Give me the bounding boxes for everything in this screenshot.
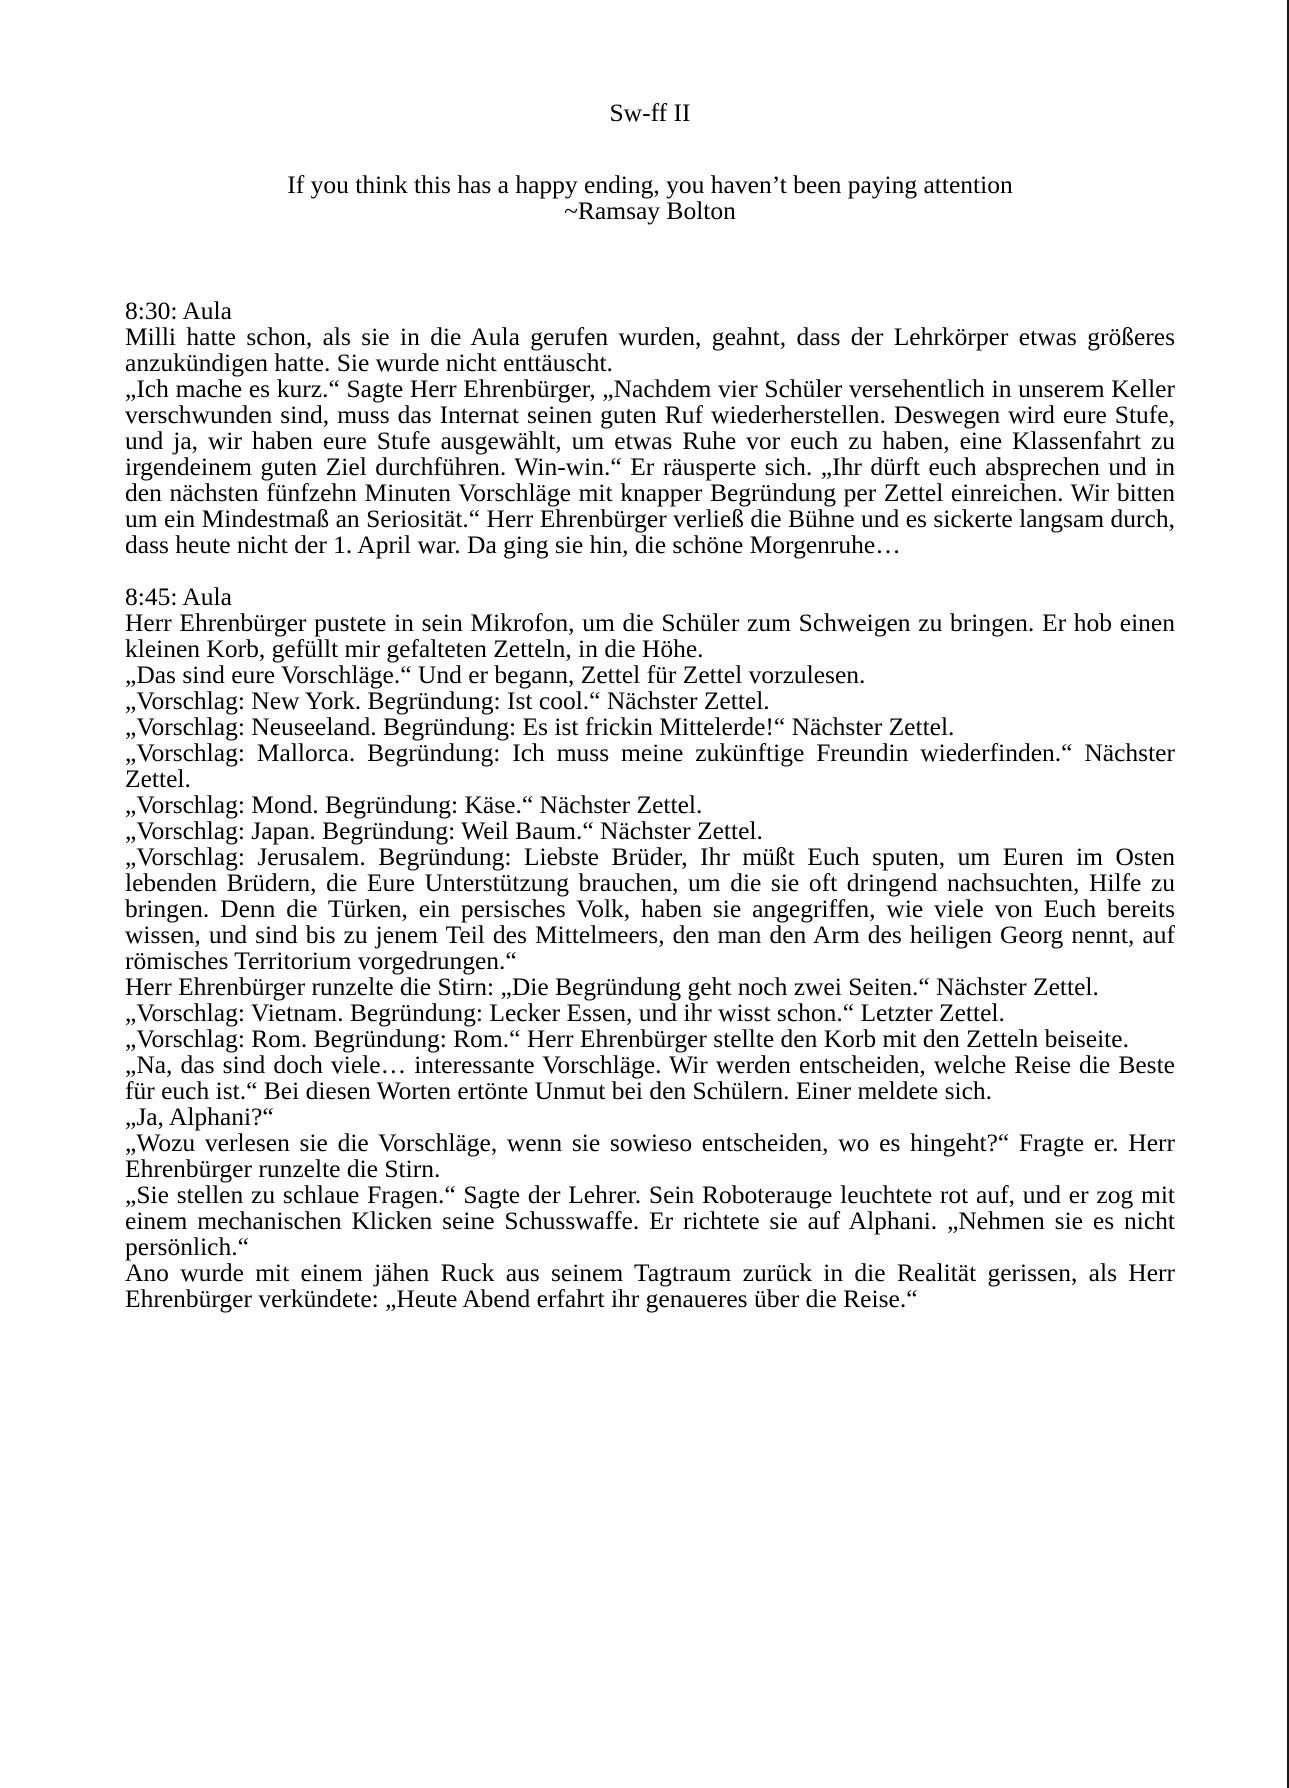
- story-paragraph: „Vorschlag: Japan. Begründung: Weil Baum.“ Nächster Zettel.: [125, 816, 763, 845]
- section-845-aula: [125, 584, 1175, 1312]
- epigraph-quote: If you think this has a happy ending, you haven’t been paying attention: [287, 170, 1013, 199]
- section-heading: 8:30: Aula: [125, 296, 232, 325]
- story-paragraph: Milli hatte schon, als sie in die Aula gerufen wurden, geahnt, dass der Lehrkörper etwas größeres anzukündigen hatte. Sie wurde nicht enttäuscht.: [125, 322, 1175, 377]
- story-paragraph: „Vorschlag: New York. Begründung: Ist cool.“ Nächster Zettel.: [125, 686, 770, 715]
- story-paragraph: „Ja, Alphani?“: [125, 1102, 274, 1131]
- story-paragraph: Herr Ehrenbürger runzelte die Stirn: „Die Begründung geht noch zwei Seiten.“ Nächster Zettel.: [125, 972, 1099, 1001]
- epigraph: [125, 172, 1175, 224]
- document-title: Sw-ff II: [609, 98, 691, 127]
- story-paragraph: „Vorschlag: Mond. Begründung: Käse.“ Nächster Zettel.: [125, 790, 703, 819]
- section-830-aula: [125, 298, 1175, 558]
- story-paragraph: Herr Ehrenbürger pustete in sein Mikrofon, um die Schüler zum Schweigen zu bringen. Er hob einen kleinen Korb, gefüllt mir gefalteten Zetteln, in die Höhe.: [125, 608, 1175, 663]
- epigraph-attribution: ~Ramsay Bolton: [564, 196, 736, 225]
- section-heading: 8:45: Aula: [125, 582, 232, 611]
- story-paragraph: „Vorschlag: Vietnam. Begründung: Lecker Essen, und ihr wisst schon.“ Letzter Zettel.: [125, 998, 1005, 1027]
- story-paragraph: „Vorschlag: Rom. Begründung: Rom.“ Herr Ehrenbürger stellte den Korb mit den Zetteln beiseite.: [125, 1024, 1129, 1053]
- story-paragraph: „Na, das sind doch viele… interessante Vorschläge. Wir werden entscheiden, welche Reise die Beste für euch ist.“ Bei diesen Worten ertönte Unmut bei den Schülern. Einer meldete sich.: [125, 1050, 1175, 1105]
- story-paragraph: „Vorschlag: Neuseeland. Begründung: Es ist frickin Mittelerde!“ Nächster Zettel.: [125, 712, 955, 741]
- story-paragraph: „Wozu verlesen sie die Vorschläge, wenn sie sowieso entscheiden, wo es hingeht?“ Fragte er. Herr Ehrenbürger runzelte die Stirn.: [125, 1128, 1175, 1183]
- story-paragraph: Ano wurde mit einem jähen Ruck aus seinem Tagtraum zurück in die Realität gerissen, als Herr Ehrenbürger verkündete: „Heute Abend erfahrt ihr genaueres über die Reise.“: [125, 1258, 1175, 1313]
- story-paragraph: „Das sind eure Vorschläge.“ Und er begann, Zettel für Zettel vorzulesen.: [125, 660, 866, 689]
- story-paragraph: „Vorschlag: Mallorca. Begründung: Ich muss meine zukünftige Freundin wiederfinden.“ Nächster Zettel.: [125, 738, 1175, 793]
- story-paragraph: „Ich mache es kurz.“ Sagte Herr Ehrenbürger, „Nachdem vier Schüler versehentlich in unserem Keller verschwunden sind, muss das Internat seinen guten Ruf wiederherstellen. Deswegen wird eure Stufe, und ja, wir haben eure Stufe ausgewählt, um etwas Ruhe vor euch zu haben, eine Klassenfahrt zu irgendeinem guten Ziel durchführen. Win-win.“ Er räusperte sich. „Ihr dürft euch absprechen und in den nächsten fünfzehn Minuten Vorschläge mit knapper Begründung per Zettel einreichen. Wir bitten um ein Mindestmaß an Seriosität.“ Herr Ehrenbürger verließ die Bühne und es sickerte langsam durch, dass heute nicht der 1. April war. Da ging sie hin, die schöne Morgenruhe…: [125, 374, 1175, 559]
- story-paragraph: „Sie stellen zu schlaue Fragen.“ Sagte der Lehrer. Sein Roboterauge leuchtete rot auf, und er zog mit einem mechanischen Klicken seine Schusswaffe. Er richtete sie auf Alphani. „Nehmen sie es nicht persönlich.“: [125, 1180, 1175, 1261]
- story-paragraph: „Vorschlag: Jerusalem. Begründung: Liebste Brüder, Ihr müßt Euch sputen, um Euren im Osten lebenden Brüdern, die Eure Unterstützung brauchen, um die sie oft dringend nachsuchten, Hilfe zu bringen. Denn die Türken, ein persisches Volk, haben sie angegriffen, wie viele von Euch bereits wissen, und sind bis zu jenem Teil des Mittelmeers, den man den Arm des heiligen Georg nennt, auf römisches Territorium vorgedrungen.“: [125, 842, 1175, 975]
